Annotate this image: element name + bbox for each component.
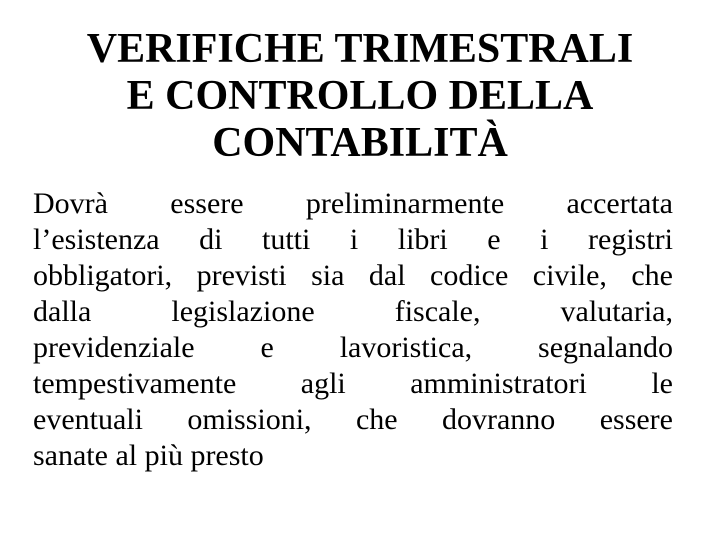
body-line: sanate al più presto xyxy=(33,439,264,472)
body-line: dalla legislazione fiscale, valutaria, xyxy=(33,295,673,328)
body-line: tempestivamente agli amministratori le xyxy=(33,367,673,400)
body-paragraph xyxy=(33,186,673,474)
title-line: E CONTROLLO DELLA xyxy=(126,73,594,119)
body-line: eventuali omissioni, che dovranno essere xyxy=(33,403,673,436)
title-line: VERIFICHE TRIMESTRALI xyxy=(86,26,634,72)
title-line: CONTABILITÀ xyxy=(212,120,508,166)
body-line: Dovrà essere preliminarmente accertata xyxy=(33,187,673,220)
slide-title xyxy=(30,26,690,167)
body-line: l’esistenza di tutti i libri e i registri xyxy=(33,223,673,256)
body-line: obbligatori, previsti sia dal codice civile, che xyxy=(33,259,673,292)
body-line: previdenziale e lavoristica, segnalando xyxy=(33,331,673,364)
